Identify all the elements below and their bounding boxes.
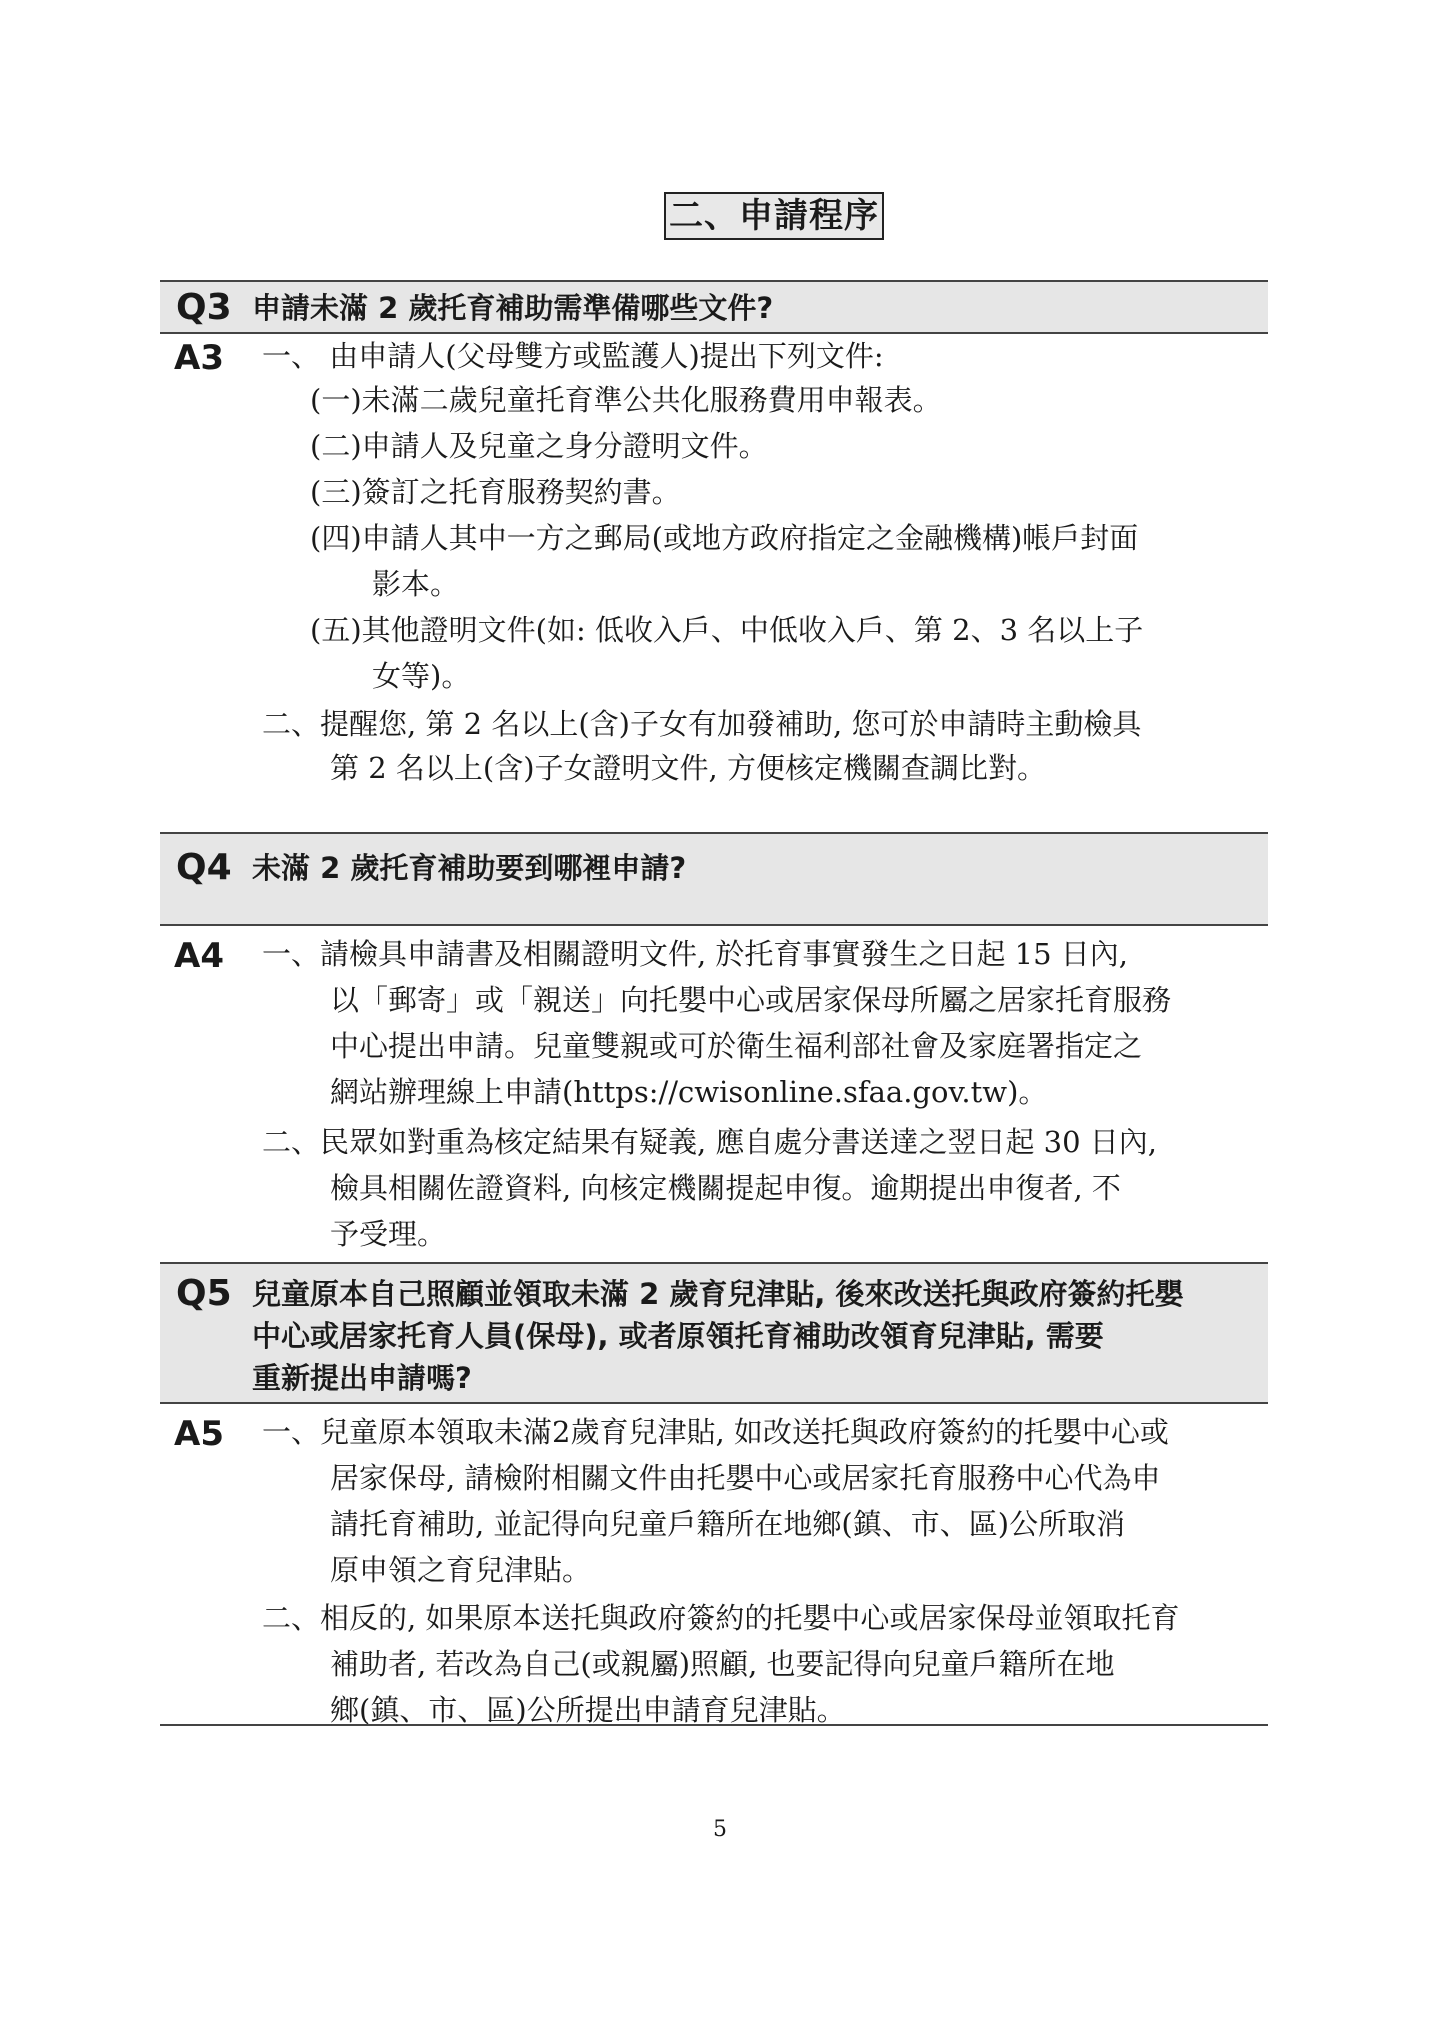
question-text: 中心或居家托育人員(保母), 或者原領托育補助改領育兒津貼, 需要 — [252, 1319, 1104, 1353]
divider — [160, 1402, 1268, 1404]
section-title: 二、申請程序 — [664, 192, 884, 240]
question-label: Q5 — [176, 1273, 232, 1314]
answer-line: 網站辦理線上申請(https://cwisonline.sfaa.gov.tw)。 — [330, 1075, 1048, 1109]
answer-line: (五)其他證明文件(如: 低收入戶、中低收入戶、第 2、3 名以上子 — [310, 613, 1144, 647]
answer-line: 二、提醒您, 第 2 名以上(含)子女有加發補助, 您可於申請時主動檢具 — [262, 707, 1142, 741]
divider — [160, 924, 1268, 926]
question-text: 未滿 2 歲托育補助要到哪裡申請? — [252, 851, 687, 885]
answer-line: 一、兒童原本領取未滿2歲育兒津貼, 如改送托與政府簽約的托嬰中心或 — [262, 1415, 1169, 1449]
question-bar-q3 — [160, 280, 1268, 332]
answer-line: 影本。 — [372, 567, 460, 601]
answer-line: 二、民眾如對重為核定結果有疑義, 應自處分書送達之翌日起 30 日內, — [262, 1125, 1157, 1159]
answer-line: (四)申請人其中一方之郵局(或地方政府指定之金融機構)帳戶封面 — [310, 521, 1139, 555]
answer-label: A3 — [174, 338, 224, 378]
question-bar-q5 — [160, 1262, 1268, 1402]
answer-line: 女等)。 — [372, 659, 471, 693]
answer-line: 請托育補助, 並記得向兒童戶籍所在地鄉(鎮、市、區)公所取消 — [330, 1507, 1126, 1541]
answer-line: 予受理。 — [330, 1217, 447, 1251]
answer-line: 居家保母, 請檢附相關文件由托嬰中心或居家托育服務中心代為申 — [330, 1461, 1161, 1495]
answer-line: 一、請檢具申請書及相關證明文件, 於托育事實發生之日起 15 日內, — [262, 937, 1128, 971]
question-text: 申請未滿 2 歲托育補助需準備哪些文件? — [252, 291, 774, 325]
answer-line: (二)申請人及兒童之身分證明文件。 — [310, 429, 768, 463]
answer-line: 第 2 名以上(含)子女證明文件, 方便核定機關查調比對。 — [330, 751, 1046, 785]
answer-line: 原申領之育兒津貼。 — [330, 1553, 592, 1587]
answer-label: A4 — [174, 936, 224, 976]
question-label: Q4 — [176, 847, 232, 888]
answer-line: 一、 由申請人(父母雙方或監護人)提出下列文件: — [262, 339, 884, 373]
question-label: Q3 — [176, 287, 232, 328]
answer-line: 中心提出申請。兒童雙親或可於衛生福利部社會及家庭署指定之 — [330, 1029, 1143, 1063]
answer-line: (三)簽訂之托育服務契約書。 — [310, 475, 681, 509]
answer-line: 以「郵寄」或「親送」向托嬰中心或居家保母所屬之居家托育服務 — [330, 983, 1172, 1017]
answer-line: 補助者, 若改為自己(或親屬)照顧, 也要記得向兒童戶籍所在地 — [330, 1647, 1115, 1681]
answer-line: 鄉(鎮、市、區)公所提出申請育兒津貼。 — [330, 1693, 846, 1727]
answer-line: 檢具相關佐證資料, 向核定機關提起申復。逾期提出申復者, 不 — [330, 1171, 1121, 1205]
answer-line: 二、相反的, 如果原本送托與政府簽約的托嬰中心或居家保母並領取托育 — [262, 1601, 1180, 1635]
divider — [160, 1724, 1268, 1726]
question-text: 重新提出申請嗎? — [252, 1361, 472, 1395]
answer-line: (一)未滿二歲兒童托育準公共化服務費用申報表。 — [310, 383, 942, 417]
question-bar-q4 — [160, 832, 1268, 924]
answer-label: A5 — [174, 1414, 224, 1454]
question-text: 兒童原本自己照顧並領取未滿 2 歲育兒津貼, 後來改送托與政府簽約托嬰 — [252, 1277, 1184, 1311]
page-number: 5 — [713, 1817, 727, 1842]
